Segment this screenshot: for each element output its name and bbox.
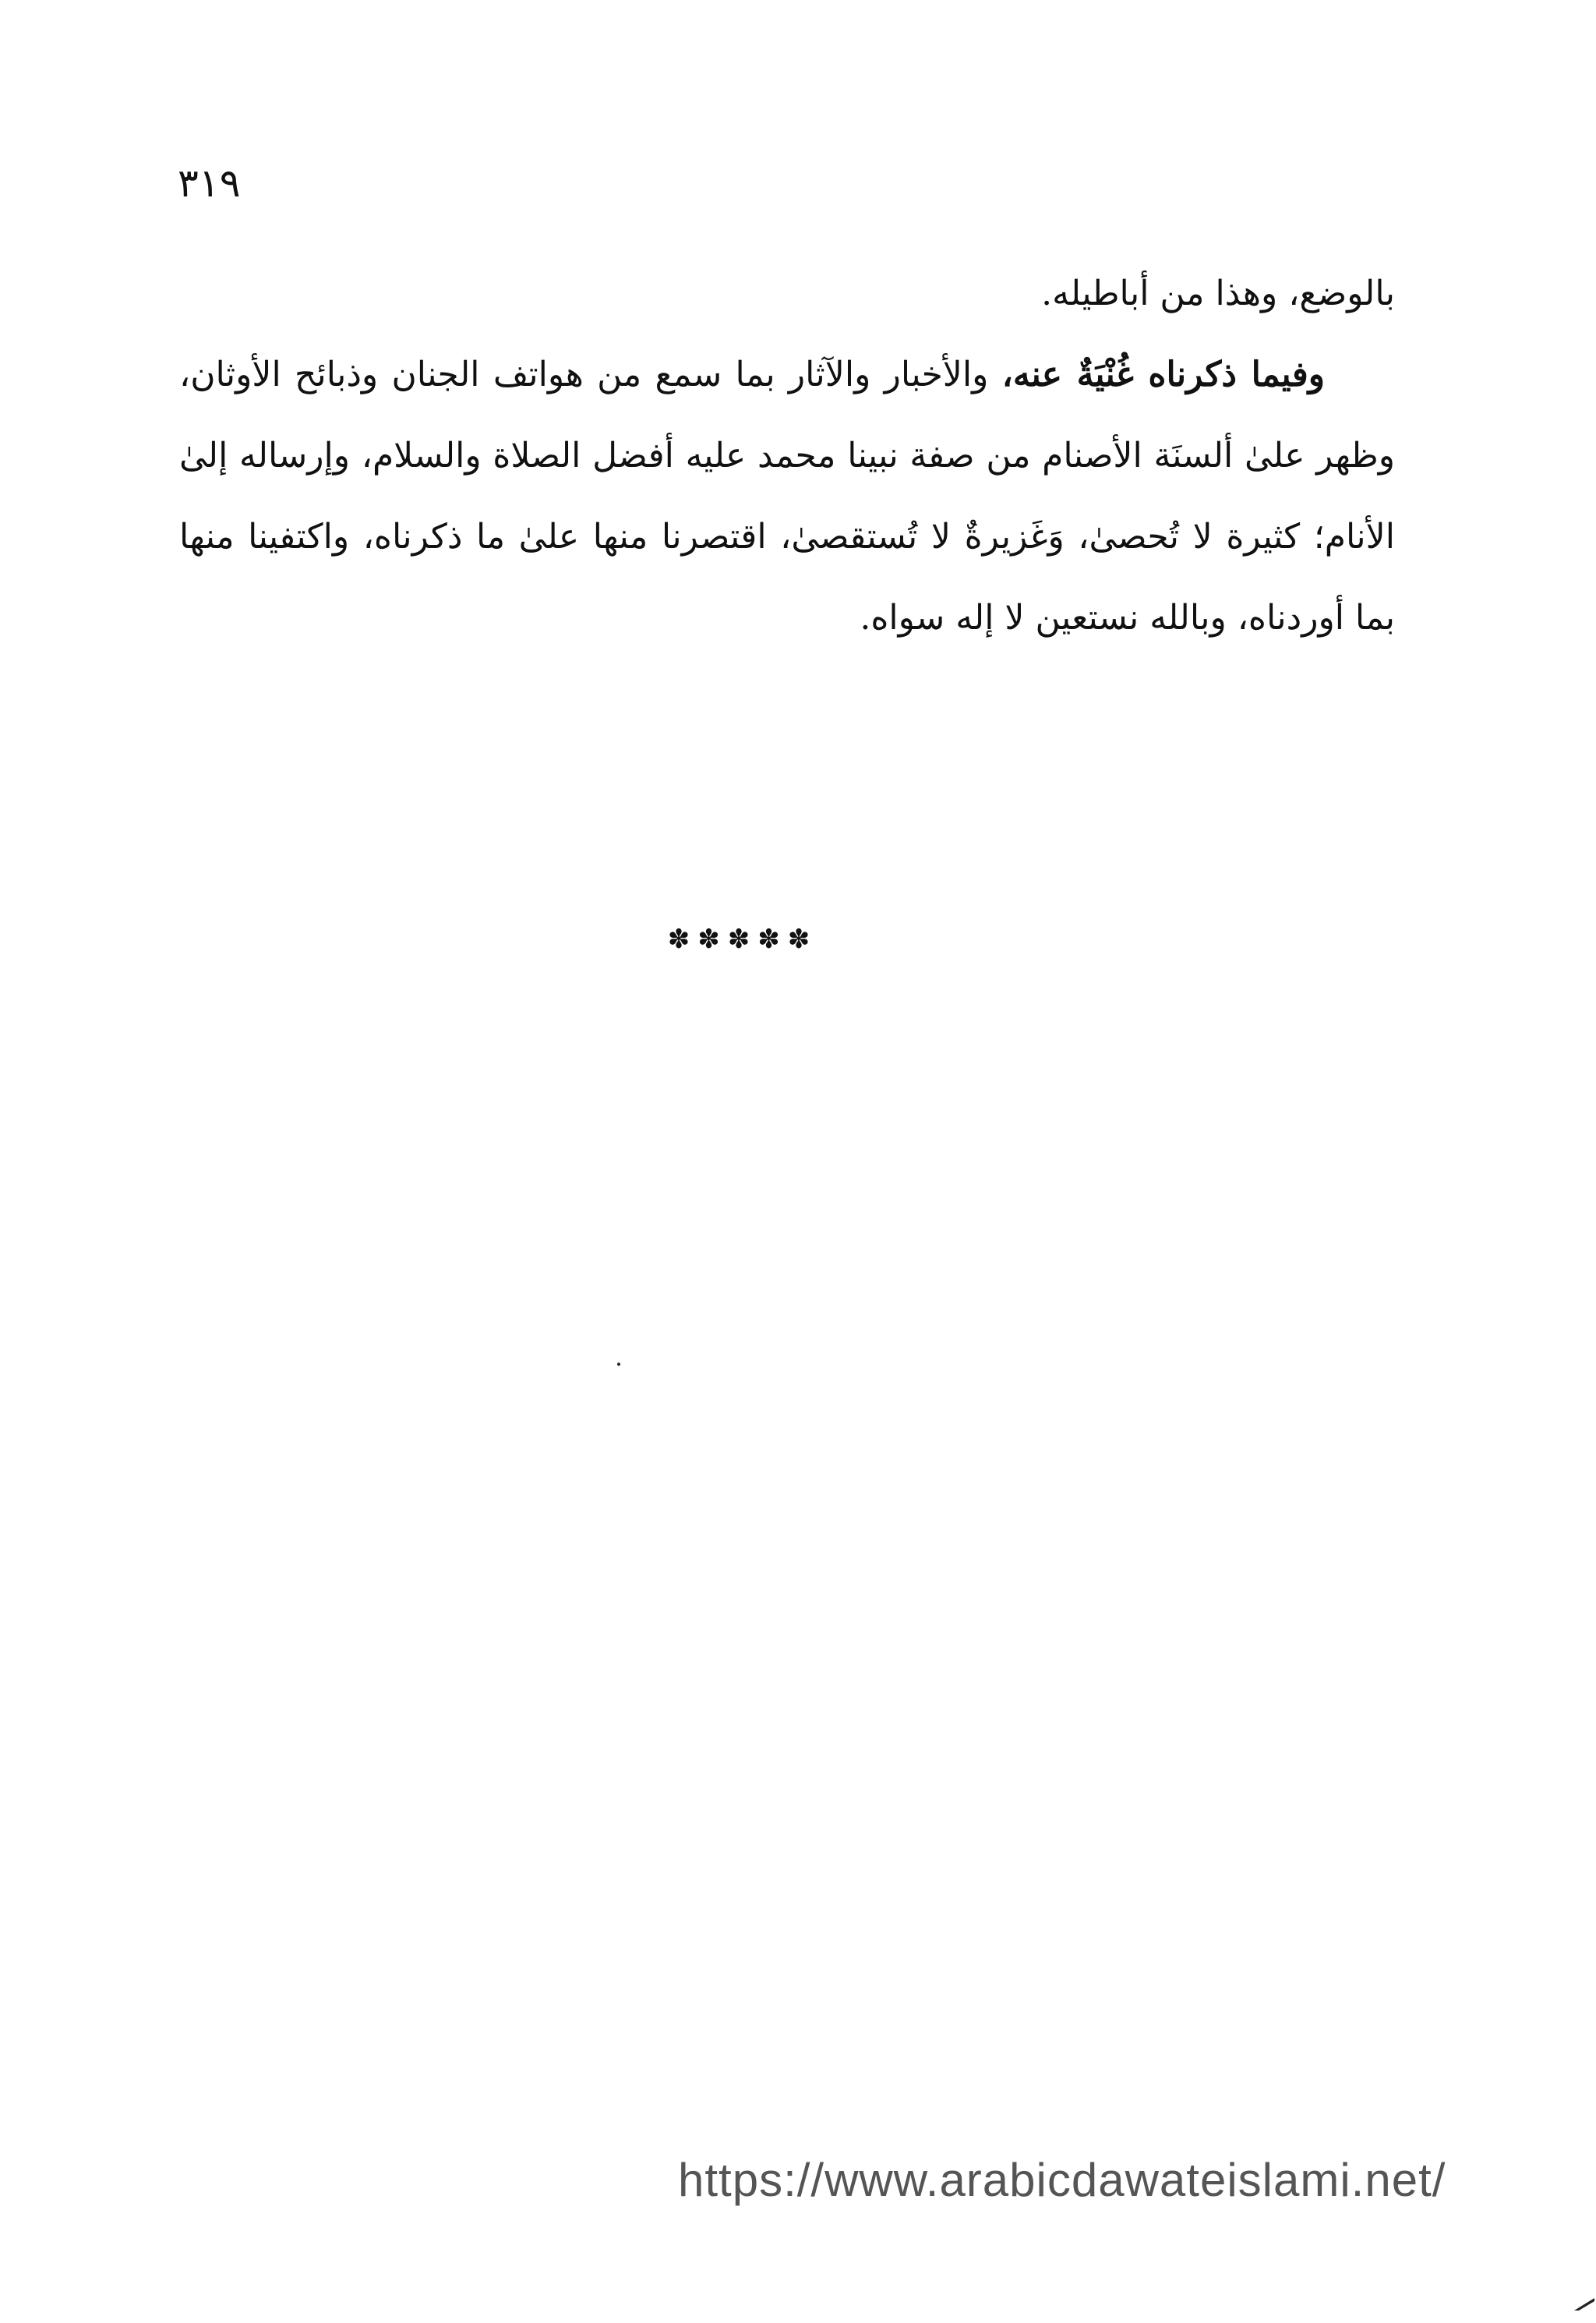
scan-speck [617,1363,620,1366]
section-separator: ✽✽✽✽✽ [667,924,818,955]
bold-phrase: وفيما ذكرناه غُنْيَةٌ عنه، [1001,355,1325,394]
page-edge-mark [1573,2295,1596,2312]
page-number: ٣١٩ [178,161,241,206]
watermark-url: https://www.arabicdawateislami.net/ [678,2154,1446,2206]
paragraph: بالوضع، وهذا من أباطيله. [1041,274,1395,313]
paragraph [179,334,1395,659]
body-text [179,253,1395,659]
paragraph-text: والأخبار والآثار بما سمع من هواتف الجنان وذبائح الأوثان، وظهر علىٰ ألسنَة الأصنام من صفة نبينا محمد عليه أفضل الصلاة والسلام، وإرساله إلىٰ الأنام؛ كثيرة لا تُحصىٰ، وَغَزيرةٌ لا تُستقصىٰ، اقتصرنا منها علىٰ ما ذكرناه، واكتفينا منها بما أوردناه، وبالله نستعين لا إله سواه. [179,355,1395,638]
